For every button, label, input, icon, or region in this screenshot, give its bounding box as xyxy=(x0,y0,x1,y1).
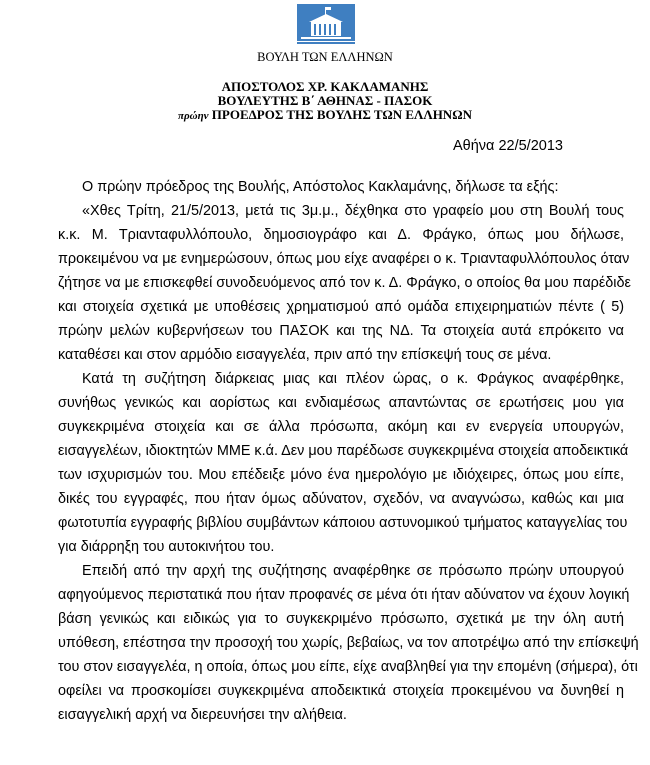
text-line: για διάρρηξη του αυτοκινήτου του. xyxy=(58,539,275,555)
text-line: προκειμένου να με ενημερώσουν, όπως μου είχε αναφέρει ο κ. Τριανταφυλλόπουλος όταν xyxy=(58,251,630,267)
text-line: αφηγούμενος περιστατικά που ήταν προφανές σε μένα ότι ήταν αδύνατον να έχουν λογική xyxy=(58,587,630,603)
text-line: του στον εισαγγελέα, η οποία, όπως μου είπε, είχε αναβληθεί για την επομένη (σήμερα), ότι xyxy=(58,659,638,675)
text-line: και στοιχεία σχετικά με υποθέσεις χρηματισμού από ομάδα επιχειρηματιών πέντε ( 5) xyxy=(58,299,624,315)
text-line: Επειδή από την αρχή της συζήτησης αναφέρθηκε σε πρόσωπο πρώην υπουργού xyxy=(82,563,624,579)
former-title-text: ΠΡΟΕΔΡΟΣ ΤΗΣ ΒΟΥΛΗΣ ΤΩΝ ΕΛΛΗΝΩΝ xyxy=(211,107,472,122)
document-date: Αθήνα 22/5/2013 xyxy=(453,138,563,154)
former-prefix: πρώην xyxy=(177,110,209,122)
text-line: καταθέσει και στον αρμόδιο εισαγγελέα, πριν από την επίσκεψή τους σε μένα. xyxy=(58,347,552,363)
text-line: πρώην μελών κυβερνήσεων του ΠΑΣΟΚ και της ΝΔ. Τα στοιχεία αυτά επρόκειτο να xyxy=(58,323,624,339)
author-role: ΒΟΥΛΕΥΤΗΣ Β΄ ΑΘΗΝΑΣ - ΠΑΣΟΚ xyxy=(217,93,433,108)
text-line: υπόθεση, επέστησα την προσοχή του χωρίς, βεβαίως, να τον αποτρέψω από την επίσκεψή xyxy=(58,635,639,651)
text-line: Κατά τη συζήτηση διάρκειας μιας και πλέον ώρας, ο κ. Φράγκος αναφέρθηκε, xyxy=(82,371,624,387)
text-line: των ισχυρισμών του. Μου επέδειξε μόνο ένα ημερολόγιο με ιδιόχειρες, όπως μου είπε, xyxy=(58,467,624,483)
text-line: εισαγγελέων, ιδιοκτητών ΜΜΕ κ.ά. Δεν μου παρέδωσε συγκεκριμένα στοιχεία αποδεικτικά xyxy=(58,443,629,459)
text-line: οφείλει να προσκομίσει συγκεκριμένα αποδεικτικά στοιχεία προκειμένου να δυνηθεί η xyxy=(58,683,624,699)
institution-name: ΒΟΥΛΗ ΤΩΝ ΕΛΛΗΝΩΝ xyxy=(257,50,393,64)
text-line: συνήθως γενικώς και αορίστως και ενδιαμέσως απαντώντας σε ερωτήσεις μου για xyxy=(58,395,624,411)
text-line: φωτοτυπία εγγραφής βιβλίου συμβάντων κάποιου αστυνομικού τμήματος καταγγελίας του xyxy=(58,515,628,531)
text-line: Ο πρώην πρόεδρος της Βουλής, Απόστολος Κακλαμάνης, δήλωσε τα εξής: xyxy=(82,179,559,195)
text-line: κ.κ. Μ. Τριανταφυλλόπουλο, δημοσιογράφο και Δ. Φράγκο, όπως μου δήλωσε, xyxy=(58,227,624,243)
text-line: συγκεκριμένα στοιχεία και σε άλλα πρόσωπα, ακόμη και εν ενεργεία υπουργών, xyxy=(58,419,624,435)
former-title xyxy=(0,108,650,123)
text-line: βάση γενικώς και ειδικώς για το συγκεκριμένο πρόσωπο, σχετικά με την όλη αυτή xyxy=(58,611,624,627)
text-line: δικές του εγγραφές, που ήταν όμως αδύνατον, σχεδόν, να αναγνώσω, καθώς και μια xyxy=(58,491,624,507)
parliament-logo xyxy=(297,4,355,44)
text-line: ζήτησε να με επισκεφθεί συνοδευόμενος από τον κ. Δ. Φράγκο, ο οποίος θα μου παρέδιδε xyxy=(58,275,631,291)
text-line: εισαγγελική αρχή να διερευνήσει την αλήθεια. xyxy=(58,707,347,723)
author-name: ΑΠΟΣΤΟΛΟΣ ΧΡ. ΚΑΚΛΑΜΑΝΗΣ xyxy=(221,79,429,94)
text-line: «Χθες Τρίτη, 21/5/2013, μετά τις 3μ.μ., δέχθηκα στο γραφείο μου στη Βουλή τους xyxy=(82,203,624,219)
